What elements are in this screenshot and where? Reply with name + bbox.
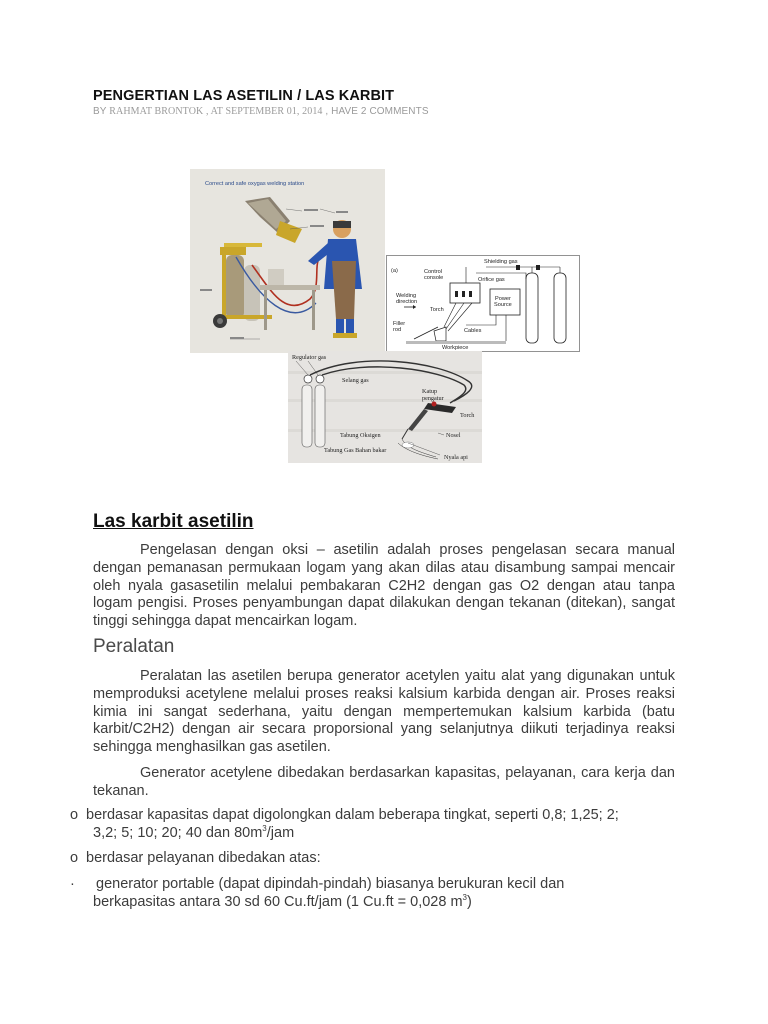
label-regulator-gas: Regulator gas — [292, 354, 327, 361]
figure-gas-welding-equipment — [288, 351, 482, 463]
label-tabung-oksigen: Tabung Oksigen — [340, 432, 381, 439]
label-filler-rod-1: Filler — [393, 321, 406, 327]
label-selang-gas: Selang gas — [342, 377, 369, 384]
label-control-console-1: Control — [424, 269, 443, 275]
figure-welding-station — [190, 169, 385, 353]
list-item-text-line1: berdasar kapasitas dapat digolongkan dalam beberapa tingkat, seperti 0,8; 1,25; 2; — [86, 807, 619, 823]
list-bullet-o: o — [70, 807, 79, 823]
post-meta — [93, 106, 429, 117]
list-item-text-line1: generator portable (dapat dipindah-pindah) biasanya berukuran kecil dan — [96, 876, 565, 892]
label-nyala-api: Nyala api — [444, 454, 468, 461]
page-title: PENGERTIAN LAS ASETILIN / LAS KARBIT — [93, 88, 395, 104]
label-tabung-bahan-bakar: Tabung Gas Bahan bakar — [324, 447, 387, 454]
label-power-source-1: Power — [495, 296, 511, 302]
label-workpiece: Workpiece — [442, 345, 469, 351]
meta-comments[interactable]: , HAVE 2 COMMENTS — [322, 106, 429, 117]
list-item-text-line2-main: berkapasitas antara 30 sd 60 Cu.ft/jam (1 Cu.ft = 0,028 m — [93, 893, 463, 910]
list-item-text: berdasar pelayanan dibedakan atas: — [86, 850, 321, 866]
paragraph-peralatan: Peralatan las asetilen berupa generator acetylen yaitu alat yang digunakan untuk memproduksi acetylene melalui proses reaksi kalsium karbida dengan air. Proses reaksi kimia ini sangat sederhana, yaitu dengan mempertemukan kalsium karbida (batu karbit/C2H2) dengan air secara proporsional yang selanjutnya diikuti terjadinya reaksi sehingga menghasilkan gas asetilen. — [93, 668, 675, 756]
list-item-text-line2-main: 3,2; 5; 10; 20; 40 dan 80m — [93, 824, 263, 841]
label-power-source-2: Source — [494, 302, 512, 308]
paragraph-definition: Pengelasan dengan oksi – asetilin adalah proses pengelasan secara manual dengan pemanasan permukaan logam yang akan dilas atau disambung sampai mencair oleh nyala gasasetilin melalui pembakaran C2H2 dengan gas O2 dengan atau tanpa logam pengisi. Proses penyambungan dapat dilakukan dengan tekanan (ditekan), sangat tinggi sehingga dapat mencairkan logam. — [93, 542, 675, 630]
list-item-text-line2-close: ) — [467, 893, 472, 910]
figure1-caption: Correct and safe oxygas welding station — [205, 181, 305, 187]
label-katup-pengatur-2: pengatur — [422, 395, 444, 402]
list-bullet-dot: · — [70, 876, 75, 892]
list-item-text-line2 — [70, 825, 675, 843]
label-torch: Torch — [460, 412, 475, 419]
meta-author-date[interactable]: RAHMAT BRONTOK , AT SEPTEMBER 01, 2014 — [109, 106, 323, 117]
label-nosel: Nosel — [446, 432, 461, 439]
meta-by: BY — [93, 106, 110, 117]
label-welding-direction-1: Welding — [396, 293, 417, 299]
list-item-pelayanan — [70, 850, 675, 868]
label-filler-rod-2: rod — [393, 327, 402, 333]
label-shielding-gas: Shielding gas — [484, 259, 518, 265]
label-cables: Cables — [464, 328, 482, 334]
label-torch: Torch — [430, 307, 444, 313]
list-item-kapasitas — [70, 807, 675, 843]
list-item-text-line2-unit: /jam — [266, 824, 295, 841]
section-heading-peralatan: Peralatan — [93, 636, 175, 657]
label-control-console-2: console — [424, 275, 444, 281]
figure-welding-schematic — [386, 255, 580, 352]
label-katup-pengatur-1: Katup — [422, 388, 438, 395]
label-welding-direction-2: direction — [396, 299, 418, 305]
paragraph-generator: Generator acetylene dibedakan berdasarkan kapasitas, pelayanan, cara kerja dan tekanan. — [93, 765, 675, 799]
superscript-3: 3 — [262, 823, 267, 833]
superscript-3: 3 — [462, 892, 467, 902]
label-a: (a) — [391, 268, 398, 274]
label-orifice-gas: Orifice gas — [478, 277, 505, 283]
section-heading-las-karbit: Las karbit asetilin — [93, 511, 254, 532]
list-bullet-o: o — [70, 850, 79, 866]
list-item-portable — [70, 876, 675, 912]
list-item-text-line2 — [70, 894, 675, 912]
